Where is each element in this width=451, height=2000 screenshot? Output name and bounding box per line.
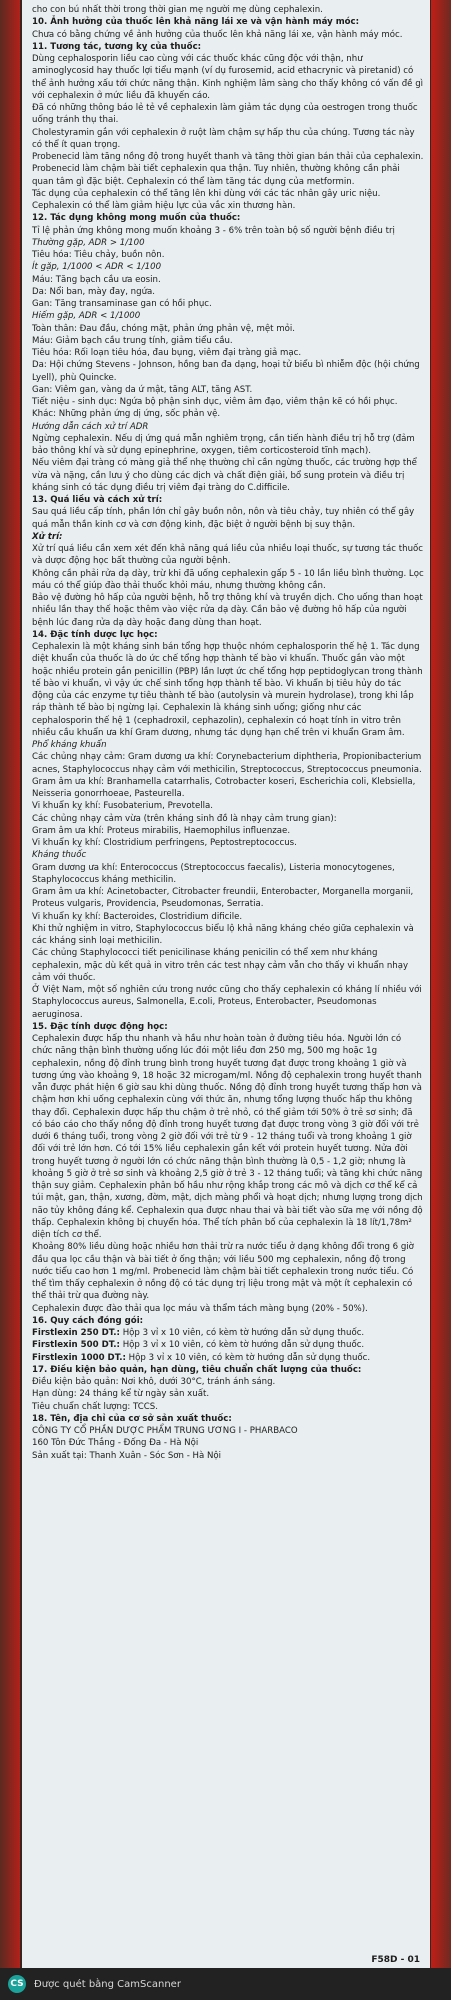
section-heading: 18. Tên, địa chỉ của cơ sở sản xuất thuốc: (32, 1413, 232, 1424)
leaflet-page (22, 0, 430, 1968)
text-line: Vi khuẩn kỵ khí: Bacteroides, Clostridium dificile. (32, 911, 243, 922)
text-line: Gan: Viêm gan, vàng da ứ mật, tăng ALT, tăng AST. (32, 384, 253, 395)
text-line: Cephalexin được đào thải qua lọc máu và thẩm tách màng bụng (20% - 50%). (32, 1303, 368, 1314)
text-line: Phổ kháng khuẩn (32, 740, 107, 750)
text-line: Xử trí quá liều cần xem xét đến khả năng quá liều của nhiều loại thuốc, sự tương tác thuốc và dược động học bất thường của người bệnh. (32, 544, 424, 567)
text-line: Firstlexin 250 DT.: Hộp 3 vỉ x 10 viên, có kèm tờ hướng dẫn sử dụng thuốc. (32, 1328, 365, 1338)
text-line: Chưa có bằng chứng về ảnh hưởng của thuốc lên khả năng lái xe, vận hành máy móc. (32, 29, 403, 40)
scan-edge-right (431, 0, 451, 2000)
text-line: Cephalexin là một kháng sinh bán tổng hợp thuộc nhóm cephalosporin thế hệ 1. Tác dụng diệt khuẩn của thuốc là do ức chế tổng hợp thành tế bào vi khuẩn. Thuốc gắn vào một hoặc nhiều protein gắn penicillin (PBP) lần lượt ức chế tổng hợp peptidoglycan trong thành tế bào vi khuẩn, vì vậy ức chế sinh tổng hợp thành tế bào. Vi khuẩn bị tiêu hủy do tác động của các enzyme tự tiêu thành tế bào (autolysin và murein hydrolase), trong khi lắp ráp thành tế bào bị ngừng lại. Cephalexin là kháng sinh uống; giống như các cephalosporin thế hệ 1 (cephadroxil, cephazolin), cephalexin có hoạt tính in vitro trên nhiều cầu khuẩn ưa khí Gram dương, nhưng tác dụng hạn chế trên vi khuẩn Gram âm. (32, 642, 423, 738)
document-code: F58D - 01 (371, 1954, 420, 1965)
text-line: Probenecid làm tăng nồng độ trong huyết thanh và tăng thời gian bán thải của cephalexin. Probenecid làm chậm bài tiết cephalexin qua thận. Tuy nhiên, thường không cần phải quan tâm gì đặc biệt. Cephalexin có thể làm tăng tác dụng của metformin. (32, 152, 424, 187)
text-line: Da: Nổi ban, mày đay, ngứa. (32, 286, 156, 297)
section-heading: 15. Đặc tính dược động học: (32, 1021, 168, 1032)
section-heading: 16. Quy cách đóng gói: (32, 1315, 144, 1326)
text-line: Gram âm ưa khí: Acinetobacter, Citrobacter freundii, Enterobacter, Morganella morganii, Proteus vulgaris, Providencia, Pseudomonas, Serratia. (32, 887, 414, 910)
text-line: Thường gặp, ADR > 1/100 (32, 237, 145, 248)
text-line: Máu: Giảm bạch cầu trung tính, giảm tiểu cầu. (32, 335, 233, 346)
text-line: Khi thử nghiệm in vitro, Staphylococcus biểu lộ khả năng kháng chéo giữa cephalexin và các kháng sinh loại methicilin. (32, 923, 414, 946)
text-line: Firstlexin 500 DT.: Hộp 3 vỉ x 10 viên, có kèm tờ hướng dẫn sử dụng thuốc. (32, 1340, 365, 1351)
text-line: Tỉ lệ phản ứng không mong muốn khoảng 3 - 6% trên toàn bộ số người bệnh điều trị (32, 225, 395, 236)
text-line: Khoảng 80% liều dùng hoặc nhiều hơn thải trừ ra nước tiểu ở dạng không đổi trong 6 giờ đầu qua lọc cầu thận và bài tiết ở ống thận; với liều 500 mg cephalexin, nồng độ trong nước tiểu cao hơn 1 mg/ml. Probenecid làm chậm bài tiết cephalexin trong nước tiểu. Có thể tìm thấy cephalexin ở nồng độ có tác dụng trị liệu trong mật và một ít cephalexin có thể thải trừ qua đường này. (32, 1242, 414, 1302)
text-line: Tiêu hóa: Rối loạn tiêu hóa, đau bụng, viêm đại tràng giả mạc. (32, 348, 302, 358)
text-line: Da: Hội chứng Stevens - Johnson, hồng ban đa dạng, hoại tử biểu bì nhiễm độc (hội chứng Lyell), phù Quincke. (32, 360, 420, 383)
text-line: Cephalexin được hấp thu nhanh và hầu như hoàn toàn ở đường tiêu hóa. Người lớn có chức năng thận bình thường uống lúc đói một liều đơn 250 mg, 500 mg hoặc 1g cephalexin, nồng độ đỉnh trung bình trong huyết tương đạt được trong khoảng 1 giờ và tương ứng vào khoảng 9, 18 hoặc 32 microgam/ml. Nồng độ cephalexin trong huyết thanh vẫn được phát hiện 6 giờ sau khi dùng thuốc. Nồng độ đỉnh trong huyết tương thấp hơn và chậm hơn khi uống cephalexin cùng với thức ăn, nhưng tổng lượng thuốc hấp thu không thay đổi. Cephalexin được hấp thu chậm ở trẻ nhỏ, có thể giảm tới 50% ở trẻ sơ sinh; đã có báo cáo cho thấy nồng độ đỉnh trong huyết tương đạt được trong vòng 3 giờ đối với trẻ dưới 6 tháng tuổi, trong vòng 2 giờ đối với trẻ từ 9 - 12 tháng tuổi và trong khoảng 1 giờ đối với trẻ lớn hơn. Có tới 15% liều cephalexin gắn kết với protein huyết tương. Nửa đời trong huyết tương ở người lớn có chức năng thận bình thường là 0,5 - 1,2 giờ; nhưng là khoảng 5 giờ ở trẻ sơ sinh và khoảng 2,5 giờ ở trẻ 3 - 12 tháng tuổi; và tăng khi chức năng thận suy giảm. Cephalexin phân bố hầu như rộng khắp trong các mô và dịch cơ thể kể cả túi mật, gan, thận, xương, đờm, mật, dịch màng phổi và hoạt dịch; nhưng lượng trong dịch não tủy không đáng kể. Cephalexin qua được nhau thai và bài tiết vào sữa mẹ với nồng độ thấp. Cephalexin không bị chuyển hóa. Thể tích phân bố của cephalexin là 18 lít/1,78m² diện tích cơ thể. (32, 1034, 423, 1240)
text-line: Các chủng nhạy cảm vừa (trên kháng sinh đồ là nhạy cảm trung gian): (32, 813, 337, 824)
scan-edge-left (0, 0, 20, 2000)
text-line: Hiếm gặp, ADR < 1/1000 (32, 311, 141, 322)
text-line: Các chủng nhạy cảm: Gram dương ưa khí: Corynebacterium diphtheria, Propionibacterium acnes, Staphylococcus nhạy cảm với methicilin, Streptococcus, Streptococcus pneumonia. (32, 752, 422, 775)
text-line: CÔNG TY CỔ PHẦN DƯỢC PHẨM TRUNG ƯƠNG I - PHARBACO (32, 1426, 298, 1436)
camscanner-label: Được quét bằng CamScanner (34, 1978, 181, 1990)
text-line: Tiêu hóa: Tiêu chảy, buồn nôn. (32, 250, 165, 260)
text-line: Sản xuất tại: Thanh Xuân - Sóc Sơn - Hà Nội (32, 1450, 222, 1461)
text-line: Ít gặp, 1/1000 < ADR < 1/100 (32, 262, 162, 273)
text-line: Kháng thuốc (32, 850, 87, 861)
text-line: Máu: Tăng bạch cầu ưa eosin. (32, 274, 161, 285)
text-line: Đã có những thông báo lẻ tẻ về cephalexin làm giảm tác dụng của oestrogen trong thuốc uống tránh thụ thai. (32, 103, 418, 126)
text-line: Các chủng Staphylococci tiết penicilinase kháng penicilin có thể xem như kháng cephalexin, mặc dù kết quả in vitro trên các test nhạy cảm vẫn cho thấy vi khuẩn nhạy cảm với thuốc. (32, 948, 409, 983)
section-heading: 14. Đặc tính dược lực học: (32, 629, 158, 640)
text-line: Ở Việt Nam, một số nghiên cứu trong nước cũng cho thấy cephalexin có kháng lí nhiều với Staphylococcus aureus, Salmonella, E.coli, Proteus, Enterobacter, Pseudomonas aeruginosa. (32, 985, 422, 1020)
text-line: Vi khuẩn kỵ khí: Clostridium perfringens, Peptostreptococcus. (32, 838, 297, 848)
text-line: Tiết niệu - sinh dục: Ngứa bộ phận sinh dục, viêm âm đạo, viêm thận kẽ có hồi phục. (32, 397, 398, 407)
text-line: Sau quá liều cấp tính, phần lớn chỉ gây buồn nôn, nôn và tiêu chảy, tuy nhiên có thể gây quá mẫn thần kinh cơ và cơn động kinh, đặc biệt ở người bệnh bị suy thận. (32, 507, 415, 530)
section-heading: 12. Tác dụng không mong muốn của thuốc: (32, 213, 241, 224)
text-line: Hướng dẫn cách xử trí ADR (32, 421, 149, 432)
text-line: Tiêu chuẩn chất lượng: TCCS. (32, 1401, 158, 1412)
camscanner-icon: CS (8, 1975, 26, 1993)
text-line: 160 Tôn Đức Thắng - Đống Đa - Hà Nội (32, 1438, 199, 1449)
leaflet-text (32, 4, 424, 1462)
text-line: cho con bú nhất thời trong thời gian mẹ người mẹ dùng cephalexin. (32, 5, 323, 15)
text-line: Gram âm ưa khí: Proteus mirabilis, Haemophilus influenzae. (32, 825, 291, 836)
text-line: Gram âm ưa khí: Branhamella catarrhalis, Cotrobacter koseri, Escherichia coli, Klebsiella, Neisseria gonorrhoeae, Pasteurella. (32, 776, 416, 799)
section-heading: 10. Ảnh hưởng của thuốc lên khả năng lái xe và vận hành máy móc: (32, 17, 360, 28)
text-line: Bảo vệ đường hô hấp của người bệnh, hỗ trợ thông khí và truyền dịch. Cho uống than hoạt nhiều lần thay thế hoặc thêm vào việc rửa dạ dày. Cần bảo vệ đường hô hấp của người bệnh lúc đang rửa dạ dày hoặc đang dùng than hoạt. (32, 593, 423, 628)
text-line: Khác: Những phản ứng dị ứng, sốc phản vệ. (32, 409, 221, 420)
text-line: Gan: Tăng transaminase gan có hồi phục. (32, 299, 212, 309)
text-line: Điều kiện bảo quản: Nơi khô, dưới 30°C, tránh ánh sáng. (32, 1377, 276, 1387)
text-line: Hạn dùng: 24 tháng kể từ ngày sản xuất. (32, 1389, 210, 1400)
text-line: Toàn thân: Đau đầu, chóng mặt, phản ứng phản vệ, mệt mỏi. (32, 323, 296, 334)
section-heading: 13. Quá liều và cách xử trí: (32, 495, 163, 505)
text-line: Cholestyramin gắn với cephalexin ở ruột làm chậm sự hấp thu của chúng. Tương tác này có thể ít quan trọng. (32, 127, 415, 150)
text-line: Không cần phải rửa dạ dày, trừ khi đã uống cephalexin gấp 5 - 10 lần liều bình thường. Lọc máu có thể giúp đào thải thuốc khỏi máu, nhưng thường không cần. (32, 568, 424, 591)
text-line: Firstlexin 1000 DT.: Hộp 3 vỉ x 10 viên, có kèm tờ hướng dẫn sử dụng thuốc. (32, 1352, 371, 1363)
text-line: Nếu viêm đại tràng có màng giả thể nhẹ thường chỉ cần ngừng thuốc, các trường hợp thể vừa và nặng, cần lưu ý cho dùng các dịch và chất điện giải, bổ sung protein và điều trị kháng sinh có tác dụng điều trị viêm đại tràng do C.difficile. (32, 458, 417, 493)
text-line: Vi khuẩn kỵ khí: Fusobaterium, Prevotella. (32, 801, 214, 812)
text-line: Gram dương ưa khí: Enterococcus (Streptococcus faecalis), Listeria monocytogenes, Staphylococcus kháng methicilin. (32, 862, 395, 885)
section-heading: Xử trí: (32, 531, 63, 542)
section-heading: 17. Điều kiện bảo quản, hạn dùng, tiêu chuẩn chất lượng của thuốc: (32, 1364, 362, 1375)
text-line: Ngừng cephalexin. Nếu dị ứng quá mẫn nghiêm trọng, cần tiến hành điều trị hỗ trợ (đảm bảo thông khí và sử dụng epinephrine, oxygen, tiêm corticosteroid tĩnh mạch). (32, 433, 415, 456)
text-line: Tác dụng của cephalexin có thể tăng lên khi dùng với các tác nhân gây uric niệu. Cephalexin có thể làm giảm hiệu lực của vắc xin thương hàn. (32, 188, 381, 211)
text-line: Dùng cephalosporin liều cao cùng với các thuốc khác cũng độc với thận, như aminoglycosid hay thuốc lợi tiểu mạnh (ví dụ furosemid, acid ethacrynic và piretanid) có thể ảnh hưởng xấu tới chức năng thận. Kinh nghiệm lâm sàng cho thấy không có vấn đề gì với cephalexin ở mức liều đã khuyến cáo. (32, 54, 424, 101)
section-heading: 11. Tương tác, tương kỵ của thuốc: (32, 41, 202, 52)
camscanner-footer (0, 1968, 451, 2000)
